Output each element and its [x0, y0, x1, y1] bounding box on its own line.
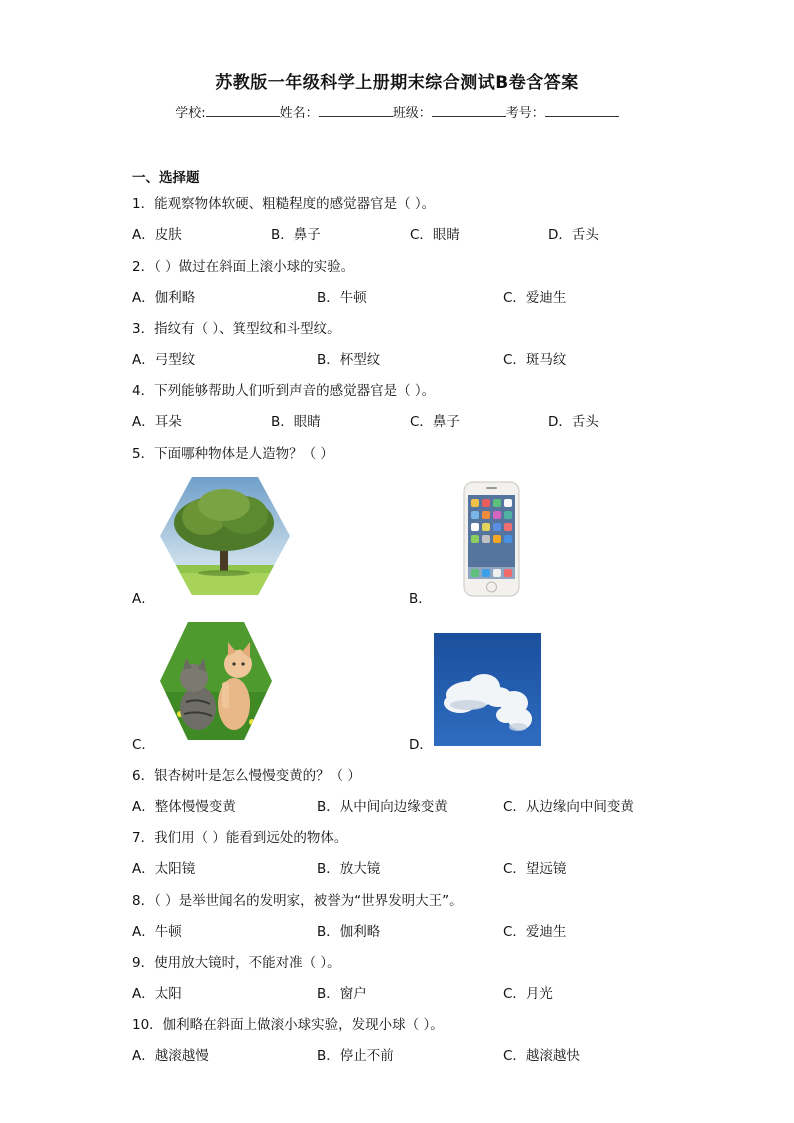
q10-option-b[interactable]: B．停止不前 [317, 1048, 394, 1064]
school-blank[interactable] [206, 104, 280, 117]
q8-option-b[interactable]: B．伽利略 [317, 924, 381, 940]
q5-option-b[interactable]: B． [409, 591, 432, 607]
q7-option-a[interactable]: A．太阳镜 [132, 861, 196, 877]
q5-option-a[interactable]: A． [132, 591, 155, 607]
student-info-line [0, 102, 794, 121]
q4-option-a[interactable]: A．耳朵 [132, 414, 182, 430]
q1-option-a[interactable]: A．皮肤 [132, 227, 182, 243]
question-4: 4．下列能够帮助人们听到声音的感觉器官是（ ）。 [132, 383, 436, 399]
q6-option-b[interactable]: B．从中间向边缘变黄 [317, 799, 448, 815]
q2-option-a[interactable]: A．伽利略 [132, 290, 196, 306]
q4-option-b[interactable]: B．眼睛 [271, 414, 321, 430]
q9-option-a[interactable]: A．太阳 [132, 986, 182, 1002]
kittens-image[interactable] [160, 622, 272, 740]
question-9: 9．使用放大镜时，不能对准（ ）。 [132, 955, 341, 971]
page-title: 苏教版一年级科学上册期末综合测试B卷含答案 [215, 73, 579, 93]
q10-option-a[interactable]: A．越滚越慢 [132, 1048, 209, 1064]
name-label: 姓名： [279, 106, 319, 121]
q6-option-c[interactable]: C．从边缘向中间变黄 [503, 799, 634, 815]
q1-option-d[interactable]: D．舌头 [548, 227, 599, 243]
question-1: 1．能观察物体软硬、粗糙程度的感觉器官是（ ）。 [132, 196, 436, 212]
class-label: 班级： [392, 106, 432, 121]
school-label: 学校: [175, 106, 206, 121]
class-blank[interactable] [432, 104, 506, 117]
q7-option-b[interactable]: B．放大镜 [317, 861, 381, 877]
question-6: 6．银杏树叶是怎么慢慢变黄的？（ ） [132, 768, 361, 784]
q2-option-c[interactable]: C．爱迪生 [503, 290, 567, 306]
q5-option-c[interactable]: C． [132, 737, 155, 753]
tree-image[interactable] [160, 477, 290, 595]
q9-option-b[interactable]: B．窗户 [317, 986, 367, 1002]
q4-option-d[interactable]: D．舌头 [548, 414, 599, 430]
q8-option-c[interactable]: C．爱迪生 [503, 924, 567, 940]
q5-option-d[interactable]: D． [409, 737, 433, 753]
name-blank[interactable] [319, 104, 393, 117]
question-5: 5．下面哪种物体是人造物？（ ） [132, 446, 334, 462]
q10-option-c[interactable]: C．越滚越快 [503, 1048, 580, 1064]
q2-option-b[interactable]: B．牛顿 [317, 290, 367, 306]
q4-option-c[interactable]: C．鼻子 [410, 414, 460, 430]
q1-option-b[interactable]: B．鼻子 [271, 227, 321, 243]
q3-option-a[interactable]: A．弓型纹 [132, 352, 196, 368]
q1-option-c[interactable]: C．眼睛 [410, 227, 460, 243]
q3-option-b[interactable]: B．杯型纹 [317, 352, 381, 368]
q6-option-a[interactable]: A．整体慢慢变黄 [132, 799, 236, 815]
question-2: 2．（ ）做过在斜面上滚小球的实验。 [132, 259, 355, 275]
question-10: 10．伽利略在斜面上做滚小球实验，发现小球（ ）。 [132, 1017, 444, 1033]
question-8: 8．（ ）是举世闻名的发明家，被誉为“世界发明大王”。 [132, 893, 463, 909]
question-3: 3．指纹有（ ）、箕型纹和斗型纹。 [132, 321, 341, 337]
q9-option-c[interactable]: C．月光 [503, 986, 553, 1002]
q3-option-c[interactable]: C．斑马纹 [503, 352, 567, 368]
cloud-image[interactable] [434, 633, 541, 746]
number-blank[interactable] [545, 104, 619, 117]
section-title: 一、选择题 [132, 170, 200, 186]
q7-option-c[interactable]: C．望远镜 [503, 861, 567, 877]
number-label: 考号： [505, 106, 545, 121]
question-7: 7．我们用（ ）能看到远处的物体。 [132, 830, 348, 846]
phone-image[interactable] [463, 481, 520, 597]
q8-option-a[interactable]: A．牛顿 [132, 924, 182, 940]
